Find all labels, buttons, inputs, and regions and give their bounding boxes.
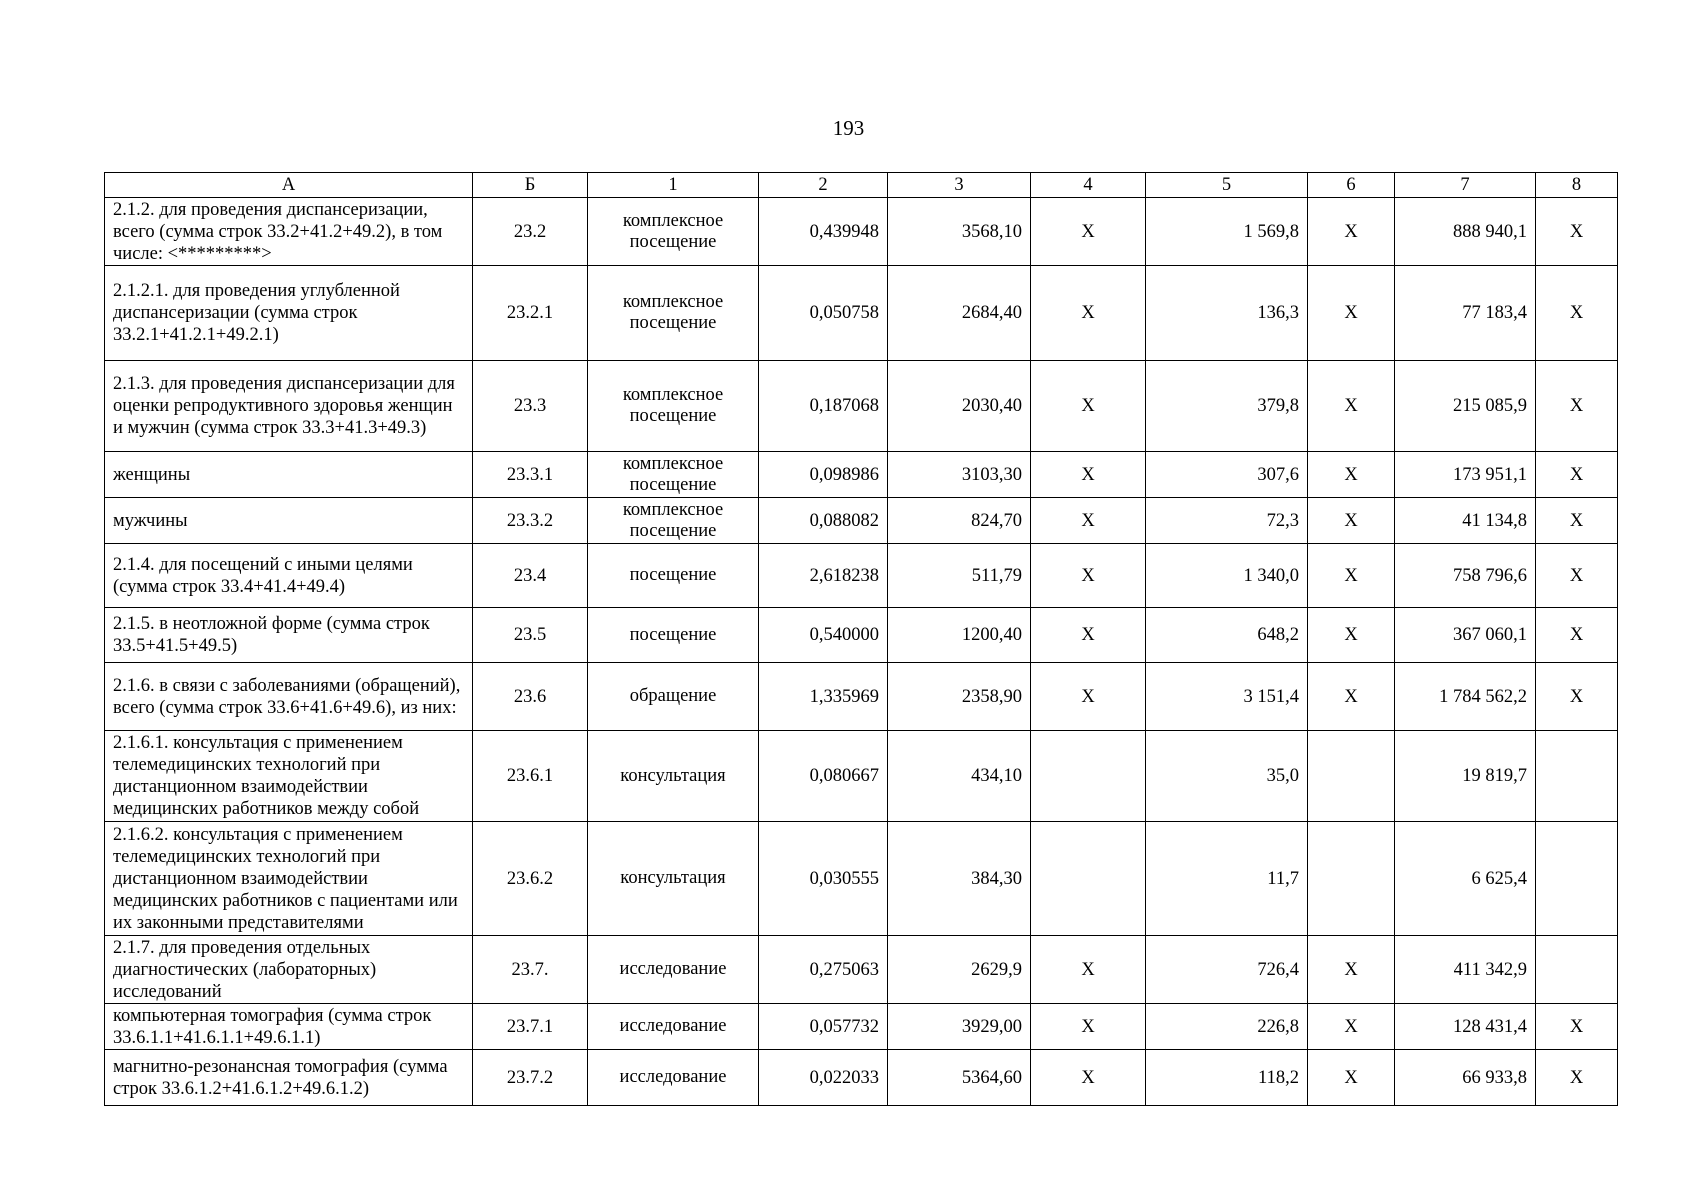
header-row (105, 173, 1618, 198)
row-code: 23.7.1 (473, 1004, 588, 1050)
value-cell: 648,2 (1146, 608, 1308, 663)
column-header: 2 (759, 173, 888, 198)
value-cell: 1 569,8 (1146, 198, 1308, 266)
value-cell: 411 342,9 (1395, 936, 1536, 1004)
value-cell: 434,10 (888, 731, 1031, 822)
value-cell: 77 183,4 (1395, 266, 1536, 361)
mark-cell: X (1308, 936, 1395, 1004)
value-cell: 1200,40 (888, 608, 1031, 663)
value-cell: 11,7 (1146, 822, 1308, 936)
value-cell: 0,187068 (759, 361, 888, 452)
row-code: 23.3.1 (473, 452, 588, 498)
value-cell: 3568,10 (888, 198, 1031, 266)
value-cell: 6 625,4 (1395, 822, 1536, 936)
value-cell: 128 431,4 (1395, 1004, 1536, 1050)
mark-cell: X (1031, 1004, 1146, 1050)
mark-cell: X (1536, 1004, 1618, 1050)
value-cell: 215 085,9 (1395, 361, 1536, 452)
mark-cell (1308, 822, 1395, 936)
mark-cell: X (1031, 936, 1146, 1004)
row-code: 23.6 (473, 663, 588, 731)
mark-cell: X (1308, 452, 1395, 498)
row-code: 23.2.1 (473, 266, 588, 361)
mark-cell: X (1308, 608, 1395, 663)
mark-cell: X (1536, 266, 1618, 361)
value-cell: 2030,40 (888, 361, 1031, 452)
value-cell: 758 796,6 (1395, 544, 1536, 608)
page-number: 193 (832, 116, 865, 140)
mark-cell (1536, 822, 1618, 936)
mark-cell: X (1031, 198, 1146, 266)
value-cell: 0,030555 (759, 822, 888, 936)
mark-cell: X (1308, 266, 1395, 361)
table-row (105, 452, 1618, 498)
value-cell: 1,335969 (759, 663, 888, 731)
unit-cell: комплексное посещение (588, 452, 759, 498)
value-cell: 824,70 (888, 498, 1031, 544)
table-row (105, 266, 1618, 361)
column-header: 7 (1395, 173, 1536, 198)
row-label: 2.1.6.2. консультация с применением телемедицинских технологий при дистанционном взаимодействии медицинских работников с пациентами или их законными представителями (105, 822, 473, 936)
mark-cell: X (1536, 663, 1618, 731)
value-cell: 3103,30 (888, 452, 1031, 498)
table-row (105, 198, 1618, 266)
value-cell: 367 060,1 (1395, 608, 1536, 663)
row-label: 2.1.2. для проведения диспансеризации, всего (сумма строк 33.2+41.2+49.2), в том числе: <*********> (105, 198, 473, 266)
table-row (105, 663, 1618, 731)
row-label: 2.1.6.1. консультация с применением телемедицинских технологий при дистанционном взаимодействии медицинских работников между собой (105, 731, 473, 822)
value-cell: 384,30 (888, 822, 1031, 936)
value-cell: 173 951,1 (1395, 452, 1536, 498)
unit-cell: исследование (588, 936, 759, 1004)
unit-cell: посещение (588, 544, 759, 608)
row-code: 23.6.2 (473, 822, 588, 936)
value-cell: 888 940,1 (1395, 198, 1536, 266)
value-cell: 0,022033 (759, 1050, 888, 1106)
row-label: мужчины (105, 498, 473, 544)
mark-cell (1536, 936, 1618, 1004)
value-cell: 0,057732 (759, 1004, 888, 1050)
value-cell: 19 819,7 (1395, 731, 1536, 822)
mark-cell: X (1031, 663, 1146, 731)
value-cell: 0,080667 (759, 731, 888, 822)
table-row (105, 498, 1618, 544)
table-row (105, 1050, 1618, 1106)
value-cell: 511,79 (888, 544, 1031, 608)
data-table (104, 172, 1618, 1106)
value-cell: 226,8 (1146, 1004, 1308, 1050)
row-code: 23.5 (473, 608, 588, 663)
row-label: 2.1.2.1. для проведения углубленной диспансеризации (сумма строк 33.2.1+41.2.1+49.2.1) (105, 266, 473, 361)
row-code: 23.3.2 (473, 498, 588, 544)
value-cell: 0,088082 (759, 498, 888, 544)
value-cell: 66 933,8 (1395, 1050, 1536, 1106)
column-header: 8 (1536, 173, 1618, 198)
mark-cell (1031, 731, 1146, 822)
mark-cell: X (1031, 452, 1146, 498)
table-row (105, 822, 1618, 936)
value-cell: 41 134,8 (1395, 498, 1536, 544)
unit-cell: комплексное посещение (588, 498, 759, 544)
table-row (105, 544, 1618, 608)
unit-cell: комплексное посещение (588, 361, 759, 452)
value-cell: 1 340,0 (1146, 544, 1308, 608)
mark-cell: X (1536, 1050, 1618, 1106)
value-cell: 0,050758 (759, 266, 888, 361)
value-cell: 1 784 562,2 (1395, 663, 1536, 731)
column-header: 5 (1146, 173, 1308, 198)
row-label: магнитно-резонансная томография (сумма строк 33.6.1.2+41.6.1.2+49.6.1.2) (105, 1050, 473, 1106)
mark-cell (1536, 731, 1618, 822)
column-header: Б (473, 173, 588, 198)
value-cell: 726,4 (1146, 936, 1308, 1004)
unit-cell: обращение (588, 663, 759, 731)
mark-cell: X (1031, 544, 1146, 608)
row-label: 2.1.5. в неотложной форме (сумма строк 33.5+41.5+49.5) (105, 608, 473, 663)
unit-cell: исследование (588, 1004, 759, 1050)
value-cell: 2358,90 (888, 663, 1031, 731)
unit-cell: консультация (588, 822, 759, 936)
row-code: 23.4 (473, 544, 588, 608)
mark-cell: X (1031, 361, 1146, 452)
column-header: 4 (1031, 173, 1146, 198)
table-row (105, 608, 1618, 663)
mark-cell: X (1031, 1050, 1146, 1106)
mark-cell (1031, 822, 1146, 936)
column-header: 6 (1308, 173, 1395, 198)
mark-cell: X (1031, 498, 1146, 544)
value-cell: 72,3 (1146, 498, 1308, 544)
row-code: 23.6.1 (473, 731, 588, 822)
row-code: 23.7.2 (473, 1050, 588, 1106)
mark-cell: X (1031, 266, 1146, 361)
unit-cell: комплексное посещение (588, 266, 759, 361)
mark-cell: X (1308, 1050, 1395, 1106)
value-cell: 136,3 (1146, 266, 1308, 361)
row-code: 23.3 (473, 361, 588, 452)
row-label: женщины (105, 452, 473, 498)
row-label: 2.1.7. для проведения отдельных диагностических (лабораторных) исследований (105, 936, 473, 1004)
value-cell: 35,0 (1146, 731, 1308, 822)
unit-cell: посещение (588, 608, 759, 663)
mark-cell: X (1536, 608, 1618, 663)
mark-cell: X (1536, 452, 1618, 498)
mark-cell: X (1536, 361, 1618, 452)
mark-cell: X (1308, 198, 1395, 266)
mark-cell (1308, 731, 1395, 822)
column-header: 3 (888, 173, 1031, 198)
table-row (105, 361, 1618, 452)
mark-cell: X (1536, 198, 1618, 266)
unit-cell: консультация (588, 731, 759, 822)
mark-cell: X (1308, 1004, 1395, 1050)
row-label: 2.1.6. в связи с заболеваниями (обращений), всего (сумма строк 33.6+41.6+49.6), из них: (105, 663, 473, 731)
row-label: 2.1.4. для посещений с иными целями (сумма строк 33.4+41.4+49.4) (105, 544, 473, 608)
value-cell: 3929,00 (888, 1004, 1031, 1050)
table-row (105, 936, 1618, 1004)
mark-cell: X (1308, 544, 1395, 608)
value-cell: 5364,60 (888, 1050, 1031, 1106)
table-row (105, 1004, 1618, 1050)
mark-cell: X (1031, 608, 1146, 663)
row-code: 23.2 (473, 198, 588, 266)
table-row (105, 731, 1618, 822)
unit-cell: комплексное посещение (588, 198, 759, 266)
row-label: компьютерная томография (сумма строк 33.6.1.1+41.6.1.1+49.6.1.1) (105, 1004, 473, 1050)
value-cell: 307,6 (1146, 452, 1308, 498)
mark-cell: X (1308, 498, 1395, 544)
value-cell: 3 151,4 (1146, 663, 1308, 731)
mark-cell: X (1536, 498, 1618, 544)
mark-cell: X (1536, 544, 1618, 608)
mark-cell: X (1308, 361, 1395, 452)
column-header: А (105, 173, 473, 198)
value-cell: 0,098986 (759, 452, 888, 498)
column-header: 1 (588, 173, 759, 198)
mark-cell: X (1308, 663, 1395, 731)
row-code: 23.7. (473, 936, 588, 1004)
value-cell: 2684,40 (888, 266, 1031, 361)
value-cell: 0,540000 (759, 608, 888, 663)
value-cell: 2,618238 (759, 544, 888, 608)
value-cell: 379,8 (1146, 361, 1308, 452)
row-label: 2.1.3. для проведения диспансеризации для оценки репродуктивного здоровья женщин и мужчин (сумма строк 33.3+41.3+49.3) (105, 361, 473, 452)
unit-cell: исследование (588, 1050, 759, 1106)
value-cell: 118,2 (1146, 1050, 1308, 1106)
value-cell: 0,275063 (759, 936, 888, 1004)
value-cell: 0,439948 (759, 198, 888, 266)
value-cell: 2629,9 (888, 936, 1031, 1004)
